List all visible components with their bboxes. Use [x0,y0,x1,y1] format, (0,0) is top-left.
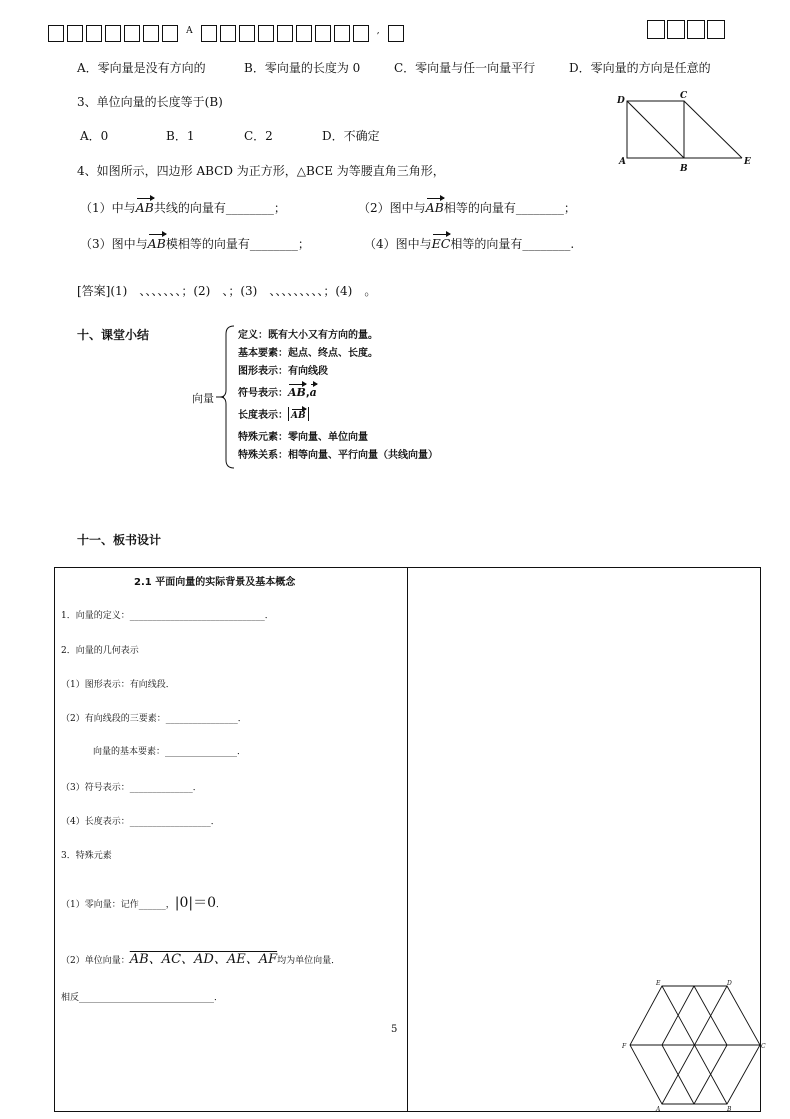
q4-part3-post: 模相等的向量有________； [165,237,310,251]
q4-part2-post: 相等的向量有________； [443,201,576,215]
q4-part2 [358,196,576,216]
q4-part1-pre: （1）中与 [80,201,136,215]
board-zero-math: |0|＝0 [174,895,216,911]
q4-answer: [答案](1) 、、、、、、、；(2) 、；(3) 、、、、、、、、、；(4) 。 [77,284,377,298]
q4-part2-pre: （2）图中与 [358,201,426,215]
q4-part4-post: 相等的向量有________. [450,237,575,251]
vector-ec-symbol: EC [432,232,451,251]
board-unit-post: 均为单位向量． [277,956,341,966]
vector-ab-symbol: AB [288,382,306,399]
header-page-boxes [647,20,727,43]
q4-stem: 4、如图所示，四边形 ABCD 为正方形，△BCE 为等腰直角三角形， [77,164,445,178]
hex-label-c: C [761,1043,766,1050]
board-table-divider [407,567,408,1112]
summary-root-label: 向量 [192,392,214,405]
vector-ab-symbol: AB [291,407,306,421]
board-zero-post: ． [215,900,225,910]
board-line-definition: 1．向量的定义：______________________________． [61,611,274,621]
summary-symbol-pre: 符号表示： [238,388,288,399]
label-d: D [617,96,625,106]
summary-length-representation [238,406,309,421]
board-line-graph: （1）图形表示：有向线段． [61,680,175,690]
summary-basic-elements: 基本要素：起点、终点、长度。 [238,348,378,359]
q4-part4 [364,232,574,252]
hex-label-b: B [727,1106,732,1112]
q3-stem: 3、单位向量的长度等于(B) [77,95,223,109]
vector-ab-symbol: AB [148,232,166,251]
q4-part4-pre: （4）图中与 [364,237,432,251]
label-c: C [680,91,688,101]
vector-ab-symbol: AB [426,196,444,215]
option-b-zero-vector: B．零向量的长度为 0 [244,61,361,75]
option-a-zero-vector: A．零向量是没有方向的 [77,61,206,75]
option-d-zero-vector: D．零向量的方向是任意的 [569,61,711,75]
vector-ab-symbol: AB [136,196,154,215]
q4-part3 [80,232,310,252]
board-zero-pre: （1）零向量：记作______， [61,900,175,910]
board-line-basic-elements: 向量的基本要素：________________． [93,747,247,757]
summary-brace [216,322,236,470]
board-line-three-elements: （2）有向线段的三要素：________________． [61,714,247,724]
q3-option-b: B．1 [166,129,195,143]
hexagon-figure [622,978,768,1112]
board-line-unit-vector [61,948,340,967]
board-line-symbol: （3）符号表示：______________． [61,783,202,793]
board-title: 2.1 平面向量的实际背景及基本概念 [134,577,296,588]
board-line-length: （4）长度表示：__________________． [61,817,220,827]
summary-symbol-representation: 符号表示：AB,a [238,382,317,399]
label-b: B [680,164,688,174]
board-unit-vectors: AB、AC、AD、AE、AF [129,952,278,967]
square-triangle-figure [612,88,762,178]
option-c-zero-vector: C．零向量与任一向量平行 [394,61,536,75]
q4-part1-post: 共线的向量有________； [153,201,286,215]
q3-option-d: D．不确定 [322,129,380,143]
q4-part1 [80,196,286,216]
board-line-opposite: 相反______________________________． [61,993,224,1003]
hex-label-a: A [656,1106,661,1112]
label-a: A [619,157,626,167]
hex-label-d: D [727,980,732,987]
page-number: 5 [391,1024,398,1035]
summary-heading: 十、课堂小结 [77,328,150,342]
hex-label-f: F [622,1043,627,1050]
summary-special-relations: 特殊关系：相等向量、平行向量（共线向量） [238,450,438,461]
board-line-zero-vector [61,892,225,912]
summary-length-pre: 长度表示： [238,410,288,421]
hex-label-e: E [656,980,661,987]
header-garbled-title: A , [48,23,407,42]
board-heading: 十一、板书设计 [77,533,162,547]
q3-option-a: A．0 [80,129,109,143]
vector-a-symbol: a [310,382,317,399]
q3-option-c: C．2 [244,129,273,143]
summary-definition: 定义：既有大小又有方向的量。 [238,330,378,341]
label-e: E [744,157,751,167]
summary-special-elements: 特殊元素：零向量、单位向量 [238,432,368,443]
board-line-geometric: 2．向量的几何表示 [61,646,139,656]
summary-graph-representation: 图形表示：有向线段 [238,366,328,377]
board-line-special: 3．特殊元素 [61,851,112,861]
q4-part3-pre: （3）图中与 [80,237,148,251]
board-unit-pre: （2）单位向量： [61,956,130,966]
